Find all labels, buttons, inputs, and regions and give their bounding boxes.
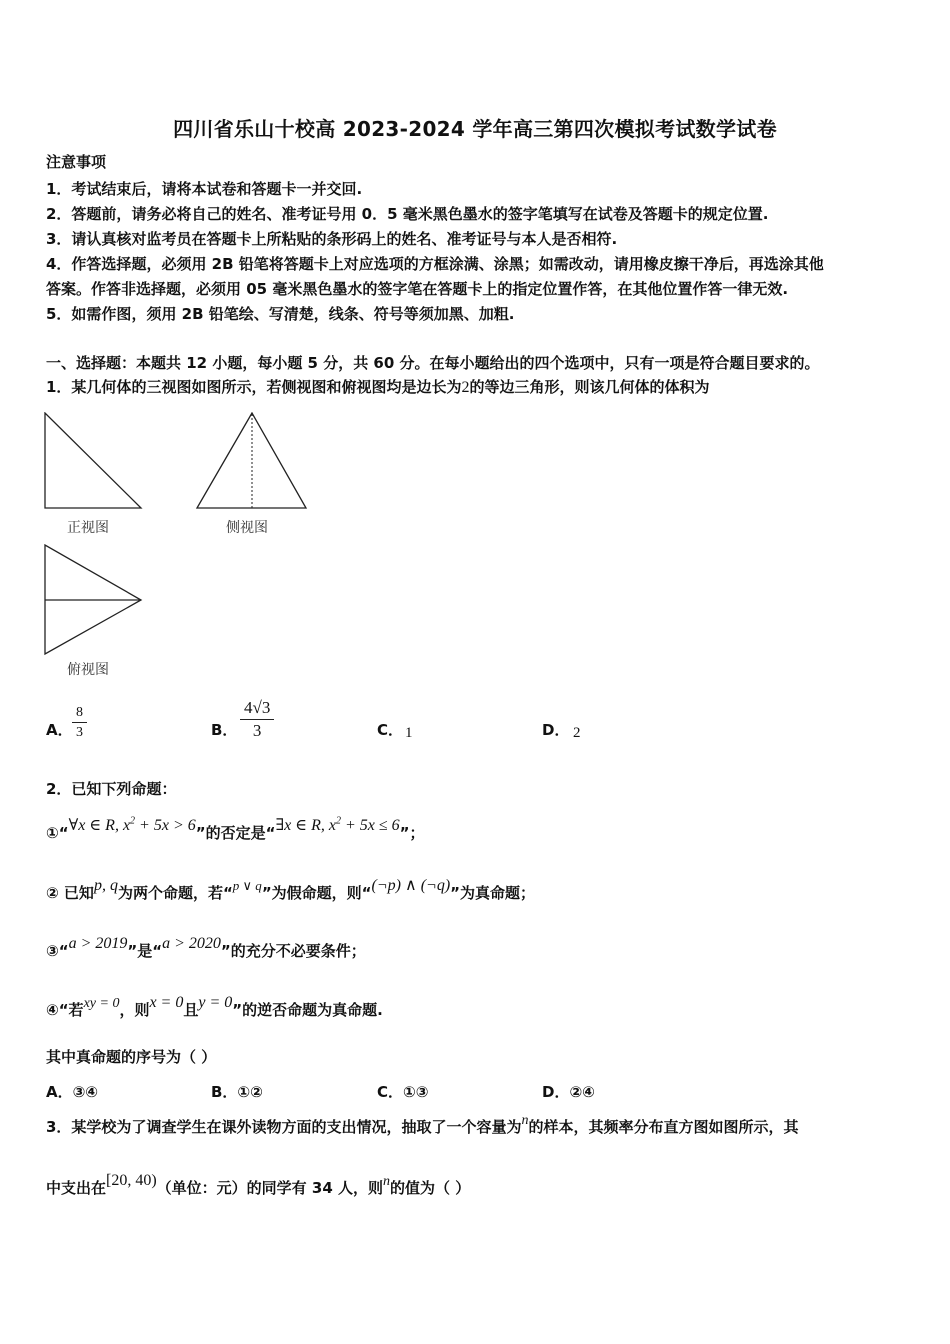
option-b-label: B．: [211, 721, 238, 739]
option-d-label: D．: [542, 721, 570, 739]
side-view-caption: 侧视图: [226, 520, 268, 536]
notice-item: 2．答题前，请务必将自己的姓名、准考证号用 0．5 毫米黑色墨水的签字笔填写在试卷及答题卡的规定位置.: [46, 205, 769, 223]
notice-item: 4．作答选择题，必须用 2B 铅笔将答题卡上对应选项的方框涂满、涂黑；如需改动，请用橡皮擦干净后，再选涂其他: [46, 255, 824, 273]
option-c-value: 1: [405, 725, 413, 741]
notice-item: 1．考试结束后，请将本试卷和答题卡一并交回.: [46, 180, 363, 198]
question-1-stem: 1．某几何体的三视图如图所示，若侧视图和俯视图均是边长为2的等边三角形，则该几何体的体积为: [46, 378, 710, 396]
option-a-label: A．: [46, 721, 73, 739]
proposition-2: ② 已知p, q为两个命题，若“p ∨ q”为假命题，则“(¬p) ∧ (¬q)”为真命题；: [46, 877, 536, 902]
front-view-caption: 正视图: [67, 520, 109, 536]
option-c-label: C．: [377, 721, 404, 739]
q2-option-a: A．③④: [46, 1083, 99, 1101]
proposition-1: ①“∀x ∈ R, $x^2 + 5x > 6$”的否定是“∃x ∈ R, $x^2 + 5x \le 6$”；: [46, 815, 425, 842]
option-b-fraction: $\frac{4√3}{3}$: [240, 697, 274, 742]
notice-item: 5．如需作图，须用 2B 铅笔绘、写清楚，线条、符号等须加黑、加粗.: [46, 305, 515, 323]
question-3-line-2: 中支出在[20, 40)（单位：元）的同学有 34 人，则n的值为（ ）: [46, 1172, 471, 1197]
front-view-figure: [44, 412, 144, 510]
proposition-3: ③“a > 2019”是“a > 2020”的充分不必要条件；: [46, 935, 366, 960]
proposition-4: ④“若xy = 0，则x = 0且y = 0”的逆否命题为真命题.: [46, 994, 383, 1019]
question-2-stem: 2．已知下列命题：: [46, 780, 177, 798]
side-view-figure: [195, 412, 309, 510]
notice-item: 答案。作答非选择题，必须用 05 毫米黑色墨水的签字笔在答题卡上的指定位置作答，在其他位置作答一律无效.: [46, 280, 789, 298]
question-2-prompt: 其中真命题的序号为（ ）: [46, 1048, 217, 1066]
section-heading: 一、选择题：本题共 12 小题，每小题 5 分，共 60 分。在每小题给出的四个选项中，只有一项是符合题目要求的。: [46, 354, 820, 372]
q2-option-b: B．①②: [211, 1083, 263, 1101]
notice-heading: 注意事项: [46, 153, 107, 171]
top-view-caption: 俯视图: [67, 662, 109, 678]
question-3-line-1: 3．某学校为了调查学生在课外读物方面的支出情况，抽取了一个容量为n的样本，其频率分布直方图如图所示，其: [46, 1113, 799, 1136]
notice-item: 3．请认真核对监考员在答题卡上所粘贴的条形码上的姓名、准考证号与本人是否相符.: [46, 230, 618, 248]
q2-option-c: C．①③: [377, 1083, 429, 1101]
q2-option-d: D．②④: [542, 1083, 595, 1101]
top-view-figure: [44, 544, 144, 656]
option-d-value: 2: [573, 725, 581, 741]
option-a-fraction: $\frac{8}{3}$: [72, 703, 87, 742]
page-title: 四川省乐山十校高 2023-2024 学年高三第四次模拟考试数学试卷: [173, 117, 777, 141]
